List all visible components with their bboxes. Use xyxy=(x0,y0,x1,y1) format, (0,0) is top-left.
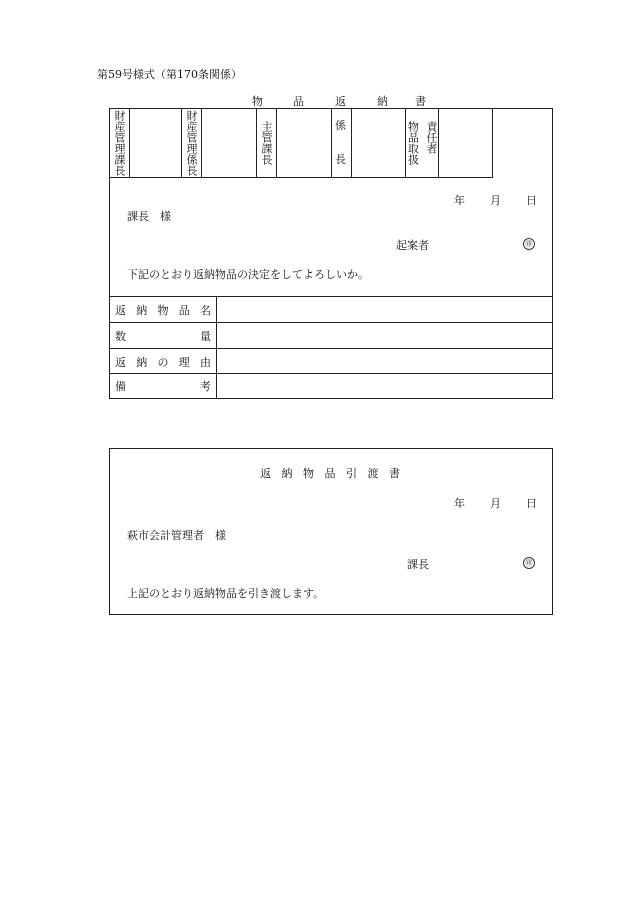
row-value[interactable] xyxy=(218,297,552,322)
addressee: 課長 様 xyxy=(127,210,171,223)
approval-stamp-cell[interactable] xyxy=(277,109,332,177)
approval-stamp-cell[interactable] xyxy=(352,109,406,177)
title-char: 物 xyxy=(252,95,263,108)
drafter-label: 起案者 xyxy=(396,239,429,252)
approval-stamp-cell[interactable] xyxy=(202,109,257,177)
request-text: 下記のとおり返納物品の決定をしてよろしいか。 xyxy=(127,268,369,281)
row-label: 返 納 の 理 由 xyxy=(110,349,217,374)
title-char: 返 xyxy=(335,95,346,108)
section-head-label: 課長 xyxy=(407,558,429,571)
title-char: 書 xyxy=(415,95,426,108)
approval-label: 主管課長 xyxy=(260,121,273,165)
approval-label-cell xyxy=(110,109,130,177)
detail-row xyxy=(110,296,552,322)
seal-icon: ㊞ xyxy=(523,557,535,569)
approval-label-kakari: 係 xyxy=(335,119,346,132)
approval-label-cell xyxy=(332,109,352,177)
seal-icon: ㊞ xyxy=(523,238,535,250)
detail-row xyxy=(110,348,552,374)
transfer-body-text: 上記のとおり返納物品を引き渡します。 xyxy=(127,587,325,600)
approval-label: 物品取扱 xyxy=(406,121,420,165)
approval-label-cho: 長 xyxy=(335,153,346,166)
approval-row xyxy=(110,109,493,178)
transfer-title: 返 納 物 品 引 渡 書 xyxy=(260,467,402,480)
form-number: 第59号様式（第170条関係） xyxy=(97,68,242,81)
approval-stamp-cell[interactable] xyxy=(439,109,492,177)
date-day: 日 xyxy=(526,194,537,207)
approval-label-cell xyxy=(406,109,439,177)
approval-label: 責任者 xyxy=(425,121,438,154)
approval-label: 財産管理係長 xyxy=(185,110,198,176)
approval-stamp-cell[interactable] xyxy=(130,109,182,177)
title-char: 納 xyxy=(377,95,388,108)
row-label: 備 考 xyxy=(110,374,217,398)
row-label: 返 納 物 品 名 xyxy=(110,297,217,322)
date-year: 年 xyxy=(454,497,465,510)
title-char: 品 xyxy=(293,95,304,108)
row-label: 数 量 xyxy=(110,323,217,348)
approval-label-cell xyxy=(182,109,202,177)
approval-label-cell xyxy=(257,109,277,177)
row-value[interactable] xyxy=(218,323,552,348)
return-request-form xyxy=(109,108,553,399)
row-value[interactable] xyxy=(218,374,552,398)
detail-row xyxy=(110,322,552,348)
row-value[interactable] xyxy=(218,349,552,374)
approval-label: 財産管理課長 xyxy=(113,110,126,176)
date-year: 年 xyxy=(454,194,465,207)
transfer-form xyxy=(109,448,553,615)
detail-row xyxy=(110,373,552,398)
transfer-addressee: 萩市会計管理者 様 xyxy=(127,529,226,542)
date-month: 月 xyxy=(490,194,501,207)
date-month: 月 xyxy=(490,497,501,510)
date-day: 日 xyxy=(526,497,537,510)
